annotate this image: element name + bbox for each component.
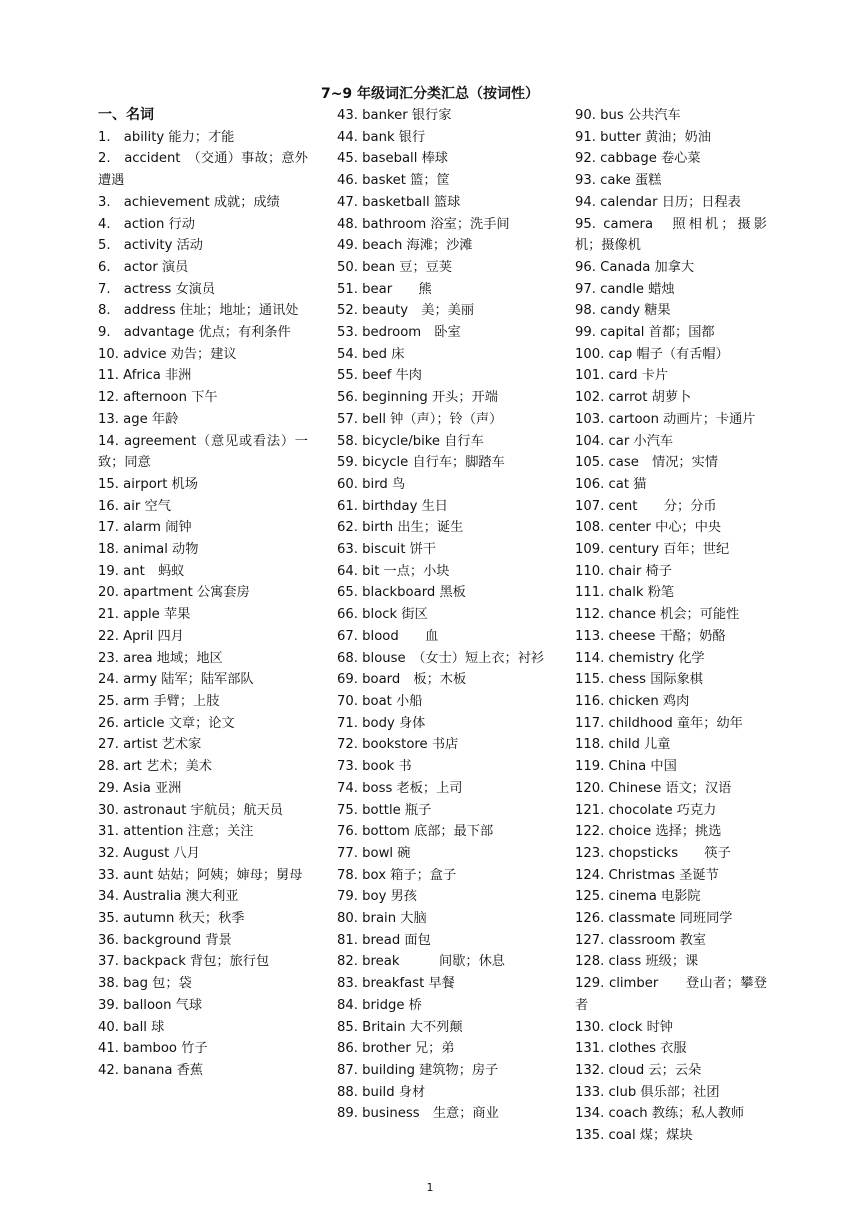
vocab-entry: 29. Asia 亚洲 <box>98 780 182 796</box>
vocab-entry: 48. bathroom 浴室；洗手间 <box>337 216 510 232</box>
vocab-entry: 56. beginning 开头；开端 <box>337 390 498 406</box>
vocab-entry: 132. cloud 云；云朵 <box>575 1062 702 1078</box>
vocab-entry: 85. Britain 大不列颠 <box>337 1019 463 1035</box>
vocab-entry: 126. classmate 同班同学 <box>575 911 733 927</box>
vocab-entry: 24. army 陆军；陆军部队 <box>98 672 254 688</box>
vocab-entry: 99. capital 首都；国都 <box>575 325 715 341</box>
page-title: 7~9 年级词汇分类汇总（按词性） <box>320 86 540 102</box>
column-3 <box>575 105 767 1147</box>
vocab-entry: 14. agreement（意见或看法）一致；同意 <box>98 433 308 471</box>
vocab-entry: 96. Canada 加拿大 <box>575 259 695 275</box>
vocab-entry: 125. cinema 电影院 <box>575 889 701 905</box>
vocab-entry: 37. backpack 背包；旅行包 <box>98 954 270 970</box>
vocab-entry: 18. animal 动物 <box>98 542 199 558</box>
vocab-entry: 87. building 建筑物；房子 <box>337 1062 499 1078</box>
vocab-entry: 39. balloon 气球 <box>98 997 203 1013</box>
vocab-entry: 50. bean 豆；豆荚 <box>337 259 453 275</box>
vocab-entry: 92. cabbage 卷心菜 <box>575 151 701 167</box>
vocab-entry: 35. autumn 秋天；秋季 <box>98 911 245 927</box>
vocab-entry: 59. bicycle 自行车；脚踏车 <box>337 455 505 471</box>
vocab-entry: 53. bedroom 卧室 <box>337 325 461 341</box>
vocab-entry: 1. ability 能力；才能 <box>98 129 235 145</box>
vocab-entry: 95. camera 照相机；摄影机；摄像机 <box>575 216 767 254</box>
vocab-entry: 80. brain 大脑 <box>337 911 427 927</box>
vocab-entry: 86. brother 兄；弟 <box>337 1041 455 1057</box>
vocab-entry: 88. build 身材 <box>337 1084 426 1100</box>
vocab-entry: 63. biscuit 饼干 <box>337 542 437 558</box>
vocab-entry: 51. bear 熊 <box>337 281 432 297</box>
vocab-entry: 28. art 艺术；美术 <box>98 759 212 775</box>
vocab-entry: 49. beach 海滩；沙滩 <box>337 238 473 254</box>
vocab-entry: 71. body 身体 <box>337 715 426 731</box>
vocab-entry: 69. board 板；木板 <box>337 672 467 688</box>
vocab-entry: 134. coach 教练；私人教师 <box>575 1106 745 1122</box>
vocab-entry: 119. China 中国 <box>575 759 677 775</box>
vocab-entry: 84. bridge 桥 <box>337 997 422 1013</box>
vocab-entry: 52. beauty 美；美丽 <box>337 303 475 319</box>
section-heading: 一、名词 <box>98 107 154 123</box>
vocab-entry: 41. bamboo 竹子 <box>98 1041 208 1057</box>
vocab-entry: 36. background 背景 <box>98 932 232 948</box>
vocab-entry: 44. bank 银行 <box>337 129 426 145</box>
vocab-entry: 107. cent 分；分币 <box>575 498 717 514</box>
vocab-entry: 27. artist 艺术家 <box>98 737 202 753</box>
vocab-entry: 93. cake 蛋糕 <box>575 173 662 189</box>
vocab-entry: 4. action 行动 <box>98 216 195 232</box>
vocab-entry: 76. bottom 底部；最下部 <box>337 824 494 840</box>
vocab-entry: 21. apple 苹果 <box>98 607 191 623</box>
vocab-entry: 108. center 中心；中央 <box>575 520 722 536</box>
vocab-entry: 106. cat 猫 <box>575 476 647 492</box>
vocab-entry: 100. cap 帽子（有舌帽） <box>575 346 729 362</box>
vocab-entry: 91. butter 黄油；奶油 <box>575 129 711 145</box>
vocab-entry: 17. alarm 闹钟 <box>98 520 192 536</box>
vocab-entry: 103. cartoon 动画片；卡通片 <box>575 411 756 427</box>
column-2-entries <box>337 105 547 1125</box>
vocab-entry: 13. age 年龄 <box>98 411 179 427</box>
vocab-entry: 105. case 情况；实情 <box>575 455 718 471</box>
vocab-entry: 26. article 文章；论文 <box>98 715 235 731</box>
vocab-entry: 42. banana 香蕉 <box>98 1062 204 1078</box>
vocab-entry: 98. candy 糖果 <box>575 303 671 319</box>
column-1-entries <box>98 127 308 1082</box>
vocab-entry: 113. cheese 干酪；奶酪 <box>575 628 726 644</box>
vocab-entry: 61. birthday 生日 <box>337 498 448 514</box>
vocab-entry: 7. actress 女演员 <box>98 281 216 297</box>
vocab-entry: 114. chemistry 化学 <box>575 650 705 666</box>
vocab-entry: 104. car 小汽车 <box>575 433 674 449</box>
vocab-entry: 31. attention 注意；关注 <box>98 824 254 840</box>
vocab-entry: 131. clothes 衣服 <box>575 1041 687 1057</box>
vocab-entry: 20. apartment 公寓套房 <box>98 585 250 601</box>
vocab-entry: 116. chicken 鸡肉 <box>575 693 690 709</box>
vocab-entry: 118. child 儿童 <box>575 737 671 753</box>
vocab-entry: 15. airport 机场 <box>98 476 198 492</box>
vocab-entry: 122. choice 选择；挑选 <box>575 824 722 840</box>
page-number: 1 <box>426 1181 434 1194</box>
vocab-entry: 75. bottle 瓶子 <box>337 802 432 818</box>
vocab-entry: 40. ball 球 <box>98 1019 165 1035</box>
vocab-entry: 102. carrot 胡萝卜 <box>575 390 692 406</box>
vocab-entry: 129. climber 登山者；攀登者 <box>575 976 767 1013</box>
vocab-entry: 10. advice 劝告；建议 <box>98 346 237 362</box>
vocab-entry: 97. candle 蜡烛 <box>575 281 675 297</box>
vocab-entry: 94. calendar 日历；日程表 <box>575 194 741 210</box>
vocab-entry: 25. arm 手臂；上肢 <box>98 693 220 709</box>
vocab-entry: 74. boss 老板；上司 <box>337 780 463 796</box>
vocab-entry: 123. chopsticks 筷子 <box>575 845 731 861</box>
vocab-entry: 120. Chinese 语文；汉语 <box>575 780 732 796</box>
vocab-entry: 47. basketball 篮球 <box>337 194 461 210</box>
vocab-entry: 12. afternoon 下午 <box>98 390 218 406</box>
vocab-entry: 70. boat 小船 <box>337 693 423 709</box>
vocab-entry: 6. actor 演员 <box>98 259 189 275</box>
vocab-entry: 32. August 八月 <box>98 845 200 861</box>
vocab-entry: 135. coal 煤；煤块 <box>575 1128 693 1144</box>
vocab-entry: 89. business 生意；商业 <box>337 1106 499 1122</box>
vocab-entry: 79. boy 男孩 <box>337 889 417 905</box>
vocab-entry: 121. chocolate 巧克力 <box>575 802 717 818</box>
vocab-entry: 127. classroom 教室 <box>575 932 706 948</box>
vocab-entry: 72. bookstore 书店 <box>337 737 459 753</box>
vocab-entry: 110. chair 椅子 <box>575 563 672 579</box>
vocab-entry: 78. box 箱子；盒子 <box>337 867 457 883</box>
vocab-entry: 64. bit 一点；小块 <box>337 563 450 579</box>
vocab-entry: 9. advantage 优点；有利条件 <box>98 325 291 341</box>
vocab-entry: 83. breakfast 早餐 <box>337 976 455 992</box>
vocab-entry: 57. bell 钟（声）；铃（声） <box>337 411 503 427</box>
vocab-entry: 67. blood 血 <box>337 628 439 644</box>
vocab-entry: 23. area 地域；地区 <box>98 650 223 666</box>
vocab-entry: 77. bowl 碗 <box>337 845 411 861</box>
vocab-entry: 2. accident （交通）事故；意外遭遇 <box>98 151 308 189</box>
vocab-entry: 45. baseball 棒球 <box>337 151 448 167</box>
vocab-entry: 73. book 书 <box>337 759 412 775</box>
vocab-entry: 34. Australia 澳大利亚 <box>98 889 239 905</box>
vocab-entry: 58. bicycle/bike 自行车 <box>337 433 484 449</box>
vocab-entry: 111. chalk 粉笔 <box>575 585 675 601</box>
vocab-entry: 43. banker 银行家 <box>337 108 452 123</box>
column-1 <box>98 105 308 1082</box>
vocab-entry: 55. beef 牛肉 <box>337 368 422 384</box>
vocab-entry: 128. class 班级；课 <box>575 954 699 970</box>
vocab-entry: 54. bed 床 <box>337 346 405 362</box>
column-2 <box>337 105 547 1125</box>
vocab-entry: 8. address 住址；地址；通讯处 <box>98 303 299 319</box>
vocab-entry: 101. card 卡片 <box>575 368 669 384</box>
vocab-entry: 81. bread 面包 <box>337 932 431 948</box>
vocab-entry: 65. blackboard 黑板 <box>337 585 466 601</box>
vocab-entry: 82. break 间歇；休息 <box>337 954 505 970</box>
vocab-entry: 112. chance 机会；可能性 <box>575 607 740 623</box>
vocab-entry: 66. block 街区 <box>337 607 428 623</box>
vocab-entry: 38. bag 包；袋 <box>98 976 192 992</box>
vocab-entry: 5. activity 活动 <box>98 238 203 254</box>
vocab-entry: 109. century 百年；世纪 <box>575 542 730 558</box>
vocab-entry: 11. Africa 非洲 <box>98 368 192 384</box>
vocab-entry: 115. chess 国际象棋 <box>575 672 703 688</box>
vocab-entry: 3. achievement 成就；成绩 <box>98 194 280 210</box>
vocab-entry: 124. Christmas 圣诞节 <box>575 867 719 883</box>
vocab-entry: 117. childhood 童年；幼年 <box>575 715 743 731</box>
vocab-entry: 33. aunt 姑姑；阿姨；婶母；舅母 <box>98 867 303 883</box>
column-3-entries <box>575 105 767 1147</box>
vocab-entry: 130. clock 时钟 <box>575 1019 673 1035</box>
vocab-entry: 62. birth 出生；诞生 <box>337 520 464 536</box>
vocab-entry: 60. bird 鸟 <box>337 476 406 492</box>
vocab-entry: 68. blouse （女士）短上衣；衬衫 <box>337 650 545 666</box>
vocab-entry: 16. air 空气 <box>98 498 171 514</box>
vocab-entry: 133. club 俱乐部；社团 <box>575 1084 720 1100</box>
vocab-entry: 22. April 四月 <box>98 628 184 644</box>
vocab-entry: 30. astronaut 宇航员；航天员 <box>98 802 283 818</box>
vocab-entry: 90. bus 公共汽车 <box>575 108 681 123</box>
vocab-entry: 19. ant 蚂蚁 <box>98 563 185 579</box>
vocab-entry: 46. basket 篮；筐 <box>337 173 450 189</box>
